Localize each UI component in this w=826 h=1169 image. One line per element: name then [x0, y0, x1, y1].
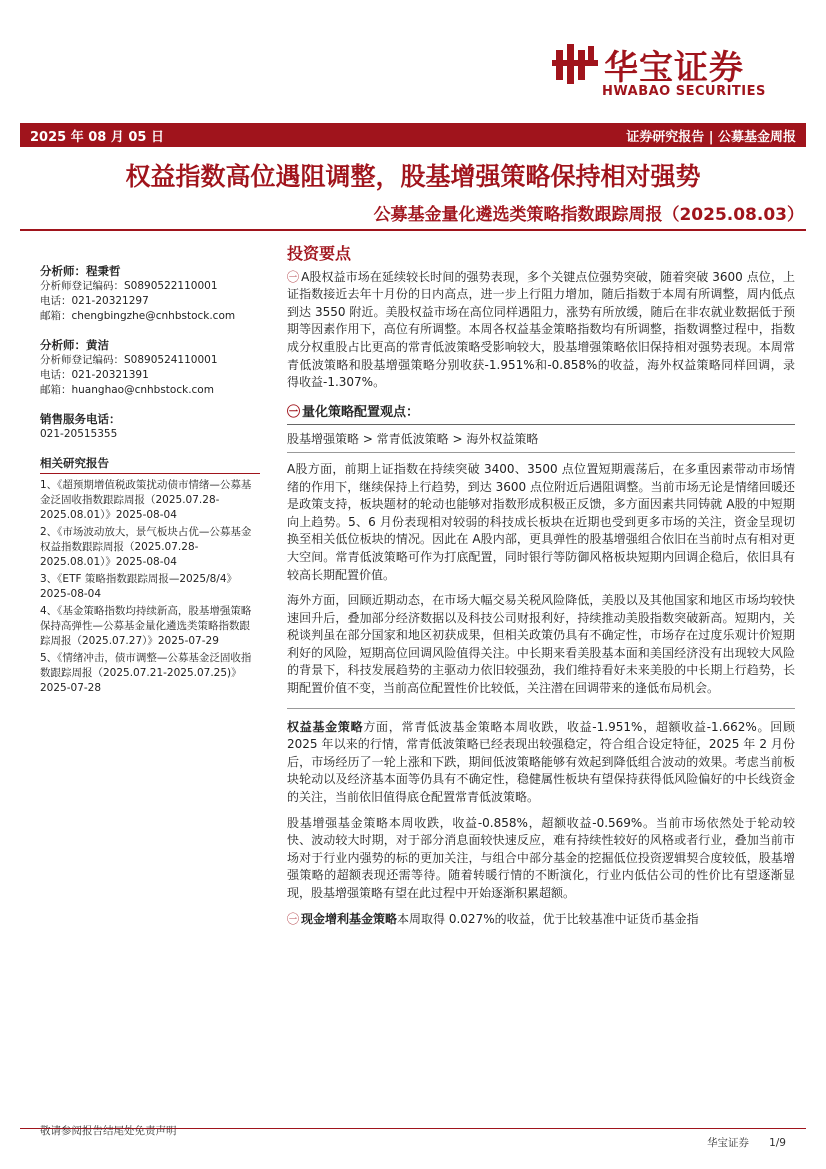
analyst-email: 邮箱：huanghao@cnhbstock.com — [40, 384, 214, 396]
analyst-name: 分析师：黄洁 — [40, 338, 109, 352]
related-item: 5、《情绪冲击，债市调整—公募基金泛固收指数跟踪周报（2025.07.21-2025.07.25)》2025-07-28 — [40, 652, 252, 694]
related-item: 1、《超预期增值税政策扰动债市情绪—公募基金泛固收指数跟踪周报（2025.07.28-2025.08.01）》2025-08-04 — [40, 479, 252, 521]
header-bar — [20, 123, 806, 147]
sales-title: 销售服务电话： — [40, 412, 121, 426]
section-heading: 投资要点 — [287, 244, 352, 263]
footer-company: 华宝证券 — [707, 1137, 750, 1149]
sidebar — [40, 262, 260, 698]
title-divider — [20, 229, 806, 231]
related-reports — [40, 456, 260, 696]
page-title: 权益指数高位遇阻调整，股基增强策略保持相对强势 — [125, 162, 701, 191]
analyst-email: 邮箱：chengbingzhe@cnhbstock.com — [40, 310, 236, 322]
bullet-icon: ㊀ — [287, 404, 301, 420]
related-title: 相关研究报告 — [40, 456, 260, 474]
logo-text: 华宝证券 — [604, 48, 744, 88]
subsection-heading: ㊀ 量化策略配置观点： — [287, 404, 795, 426]
analyst-reg: 分析师登记编码：S0890522110001 — [40, 280, 218, 292]
paragraph-4: 权益基金策略方面，常青低波基金策略本周收跌，收益-1.951%，超额收益-1.662%。回顾 2025 年以来的行情，常青低波策略已经表现出较强稳定，符合组合设定特征，2025 年 2 月份后，市场经历了一轮上涨和下跌，期间低波策略能够有效起到降低组合波动的效果。考虑当前板块轮动以及经济基本面等仍具有不确定性，稳健属性板块有望保持获得低风险偏好的中长线资金的关注，当前依旧值得底仓配置常青低波策略。 — [287, 719, 795, 805]
analyst-phone: 电话：021-20321391 — [40, 369, 149, 381]
analyst-name: 分析师：程秉哲 — [40, 264, 121, 278]
logo-subtext: HWABAO SECURITIES — [602, 84, 766, 99]
related-item: 3、《ETF 策略指数跟踪周报—2025/8/4》2025-08-04 — [40, 573, 238, 600]
related-item: 4、《基金策略指数均持续新高，股基增强策略保持高弹性—公募基金量化遴选类策略指数跟踪周报（2025.07.27）》2025-07-29 — [40, 605, 252, 647]
paragraph-6: ㊀ 现金增利基金策略本周取得 0.027%的收益，优于比较基准中证货币基金指 — [287, 911, 699, 926]
footer-divider — [20, 1128, 806, 1129]
footer-pageinfo — [707, 1135, 786, 1150]
analyst-block — [40, 264, 260, 324]
footer-disclaimer: 敬请参阅报告结尾处免责声明 — [40, 1125, 177, 1137]
paragraph-5: 股基增强基金策略本周收跌，收益-0.858%，超额收益-0.569%。当前市场依然处于轮动较快、波动较大时期，对于部分消息面较快速反应，难有持续性较好的风格或者行业，叠加当前市场对于行业内强势的标的更加关注，与组合中部分基金的挖掘低位投资逻辑契合度较低，股基增强策略的超额表现还需等待。随着转暖行情的不断演化，行业内低估公司的性价比有望逐渐显现，股基增强策略有望在此过程中开始逐渐积累超额。 — [287, 815, 795, 900]
report-type: 证券研究报告 | 公募基金周报 — [626, 130, 796, 145]
related-item: 2、《市场波动放大，景气板块占优—公募基金权益指数跟踪周报（2025.07.28-2025.08.01）》2025-08-04 — [40, 526, 252, 568]
paragraph-1: ㊀ A股权益市场在延续较长时间的强势表现，多个关键点位强势突破，随着突破 3600 点位，上证指数接近去年十月份的日内高点，进一步上行阻力增加，随后指数于本周有所调整，周内低点到达 3550 附近。美股权益市场在高位同样遇阻力，涨势有所放缓，随后在非农就业数据低于预期等因素作用下，高位有所调整。本周各权益基金策略指数均有所调整，指数调整过程中，指数成分权重股占比更高的常青低波策略受影响较大，股基增强策略依旧保持相对强势表现。本周常青低波策略和股基增强策略分别收获-1.951%和-0.858%的收益，海外权益策略同样回调，录得收益-1.307%。 — [287, 269, 795, 390]
page-number: 1/9 — [769, 1137, 786, 1149]
page-subtitle: 公募基金量化遴选类策略指数跟踪周报（2025.08.03） — [373, 205, 804, 225]
logo-mark-icon — [552, 44, 598, 84]
analyst-reg: 分析师登记编码：S0890524110001 — [40, 354, 218, 366]
analyst-block — [40, 338, 260, 398]
sales-block — [40, 412, 260, 442]
section-divider — [287, 708, 795, 709]
analyst-phone: 电话：021-20321297 — [40, 295, 149, 307]
strategy-ranking: 股基增强策略 > 常青低波策略 > 海外权益策略 — [287, 431, 795, 453]
paragraph-3: 海外方面，回顾近期动态，在市场大幅交易关税风险降低，美股以及其他国家和地区市场均较快速回升后，叠加部分经济数据以及科技公司财报利好，持续推动美股指数突破新高。短期内，关税谈判虽在部分国家和地区初获成果，但相关政策仍具有不确定性，市场存在过度乐观计价短期利好的风险，短期高位回调风险值得关注。中长期来看美股基本面和美国经济没有出现较大风险的背景下，科技发展趋势的主驱动力依旧较强劲，我们维持看好未来美股的中长期上行趋势，长期配置价值不变，当前高位配置性价比较低，关注潜在回调带来的逢低布局机会。 — [287, 593, 795, 696]
report-date: 2025 年 08 月 05 日 — [30, 130, 164, 145]
main-content — [287, 245, 795, 936]
sales-phone: 021-20515355 — [40, 428, 118, 440]
bullet-icon: ㊀ — [287, 911, 300, 926]
bullet-icon: ㊀ — [287, 269, 300, 284]
paragraph-2: A股方面，前期上证指数在持续突破 3400、3500 点位置短期震荡后，在多重因素带动市场情绪的作用下，继续保持上行趋势，到达 3600 点位附近后遇阻调整。当前市场无论是情绪回暖还是政策支持，板块题材的轮动也能够对指数形成积极正反馈，多方面因素共同铸就 A股的中短期向上趋势。5、6 月份表现相对较弱的科技成长板块在近期也受到更多市场的关注，资金呈现切换至相关低位板块的情况。因此在 A股内部，更具弹性的股基增强组合依旧在当前时点有相对更大空间。常青低波策略可作为打底配置，同时银行等防御风格板块短期内回调企稳后，依旧具有较高长期配置价值。 — [287, 461, 795, 582]
